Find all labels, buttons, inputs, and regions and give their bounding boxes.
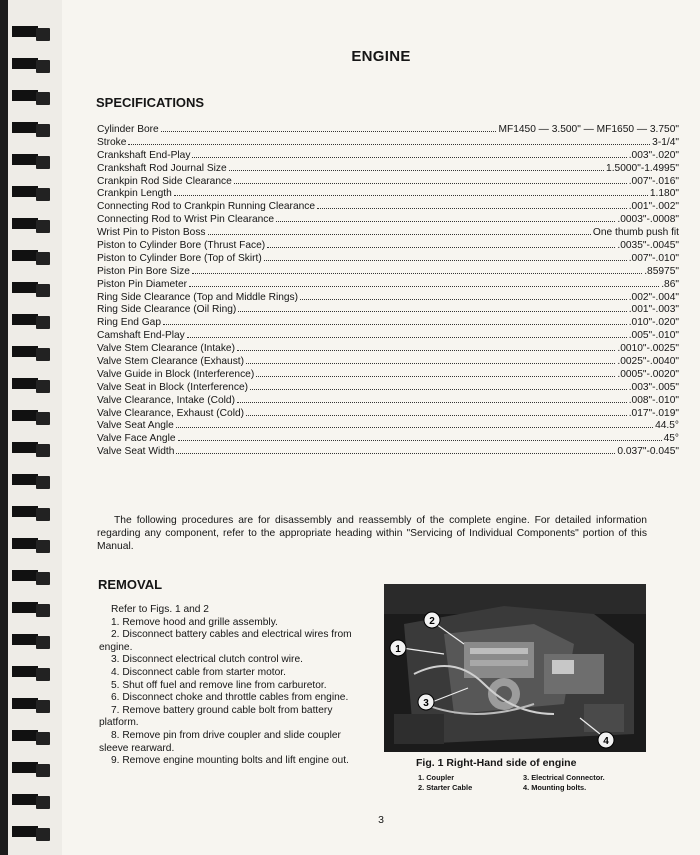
spec-value: 0.037"-0.045"	[617, 446, 679, 458]
dot-leader	[300, 291, 627, 300]
punch-hole	[12, 282, 38, 293]
punch-hole	[12, 122, 38, 133]
spec-label: Crankpin Length	[97, 188, 172, 200]
dot-leader	[237, 394, 627, 403]
dot-leader	[208, 226, 591, 235]
spec-value: One thumb push fit	[592, 227, 679, 239]
dot-leader	[192, 149, 626, 158]
removal-heading: REMOVAL	[98, 577, 163, 592]
spec-label: Valve Stem Clearance (Intake)	[97, 343, 235, 355]
spec-value: .0005"-.0020"	[617, 368, 679, 380]
spec-row	[97, 213, 679, 226]
spec-row	[97, 200, 679, 213]
punch-hole	[12, 58, 38, 69]
legend-item: 1. Coupler	[418, 773, 455, 782]
dot-leader	[178, 432, 662, 441]
spec-value: .003"-.020"	[628, 149, 679, 161]
spec-label: Valve Seat in Block (Interference)	[97, 381, 248, 393]
spec-value: .85975"	[644, 265, 679, 277]
callout-marker	[390, 640, 406, 656]
spec-label: Connecting Rod to Wrist Pin Clearance	[97, 214, 275, 226]
spec-value: 3-1/4"	[652, 136, 679, 148]
punch-hole	[12, 762, 38, 773]
spec-value: .0003"-.0008"	[617, 214, 679, 226]
dot-leader	[250, 381, 627, 390]
spec-value: .010"-.020"	[628, 317, 679, 329]
spec-row	[97, 381, 679, 394]
spec-label: Piston to Cylinder Bore (Thrust Face)	[97, 240, 266, 252]
removal-step: 3. Disconnect electrical clutch control wire.	[111, 654, 303, 666]
punch-hole	[12, 570, 38, 581]
binding-edge	[0, 0, 8, 855]
spec-label: Valve Seat Angle	[97, 420, 174, 432]
punch-hole	[12, 602, 38, 613]
spec-label: Ring Side Clearance (Top and Middle Rings)	[97, 291, 299, 303]
engine-photo	[384, 584, 646, 752]
callout-label: 3	[423, 698, 429, 709]
spec-row	[97, 355, 679, 368]
dot-leader	[267, 239, 615, 248]
spec-value: 45°	[663, 433, 679, 445]
spec-row	[97, 265, 679, 278]
legend-item: 4. Mounting bolts.	[523, 783, 587, 792]
spec-label: Crankshaft End-Play	[97, 149, 191, 161]
removal-step: 5. Shut off fuel and remove line from carburetor.	[111, 679, 327, 691]
spec-label: Valve Clearance, Exhaust (Cold)	[97, 407, 245, 419]
dot-leader	[187, 329, 627, 338]
punch-hole	[12, 538, 38, 549]
dot-leader	[234, 175, 627, 184]
punch-hole	[12, 506, 38, 517]
spec-row	[97, 291, 679, 304]
specifications-list	[97, 123, 679, 458]
engine-photo-illustration	[384, 584, 646, 752]
spec-value: .005"-.010"	[628, 330, 679, 342]
punch-hole	[12, 186, 38, 197]
spec-row	[97, 187, 679, 200]
specifications-heading: SPECIFICATIONS	[96, 95, 205, 110]
spec-value: .001"-.003"	[628, 304, 679, 316]
spec-label: Piston Pin Diameter	[97, 278, 188, 290]
punch-hole	[12, 666, 38, 677]
spec-value: 1.5000"-1.4995"	[606, 162, 679, 174]
spec-row	[97, 329, 679, 342]
punch-hole	[12, 410, 38, 421]
punch-hole	[12, 346, 38, 357]
dot-leader	[161, 123, 497, 132]
punch-hole	[12, 154, 38, 165]
figure-legend	[418, 773, 658, 793]
dot-leader	[163, 316, 627, 325]
callout-label: 2	[429, 616, 435, 627]
spec-row	[97, 226, 679, 239]
punch-hole	[12, 442, 38, 453]
punch-hole	[12, 730, 38, 741]
spec-label: Stroke	[97, 136, 127, 148]
dot-leader	[176, 419, 653, 428]
dot-leader	[237, 342, 615, 351]
spec-value: .0010"-.0025"	[617, 343, 679, 355]
spec-value: .017"-.019"	[628, 407, 679, 419]
spec-label: Valve Seat Width	[97, 446, 175, 458]
spec-value: .002"-.004"	[628, 291, 679, 303]
spec-label: Valve Guide in Block (Interference)	[97, 368, 255, 380]
spec-row	[97, 316, 679, 329]
spec-label: Piston to Cylinder Bore (Top of Skirt)	[97, 252, 262, 264]
punch-hole	[12, 698, 38, 709]
spec-row	[97, 407, 679, 420]
page-title: ENGINE	[351, 48, 411, 65]
spec-label: Ring End Gap	[97, 317, 161, 329]
spec-row	[97, 342, 679, 355]
spec-label: Crankshaft Rod Journal Size	[97, 162, 227, 174]
spec-label: Valve Stem Clearance (Exhaust)	[97, 356, 245, 368]
punch-hole	[12, 218, 38, 229]
removal-step: 8. Remove pin from drive coupler and slide coupler sleeve rearward.	[99, 729, 341, 754]
page-number: 3	[378, 814, 384, 826]
spec-row	[97, 239, 679, 252]
spec-value: 1.180"	[649, 188, 679, 200]
spec-value: .008"-.010"	[628, 394, 679, 406]
callout-label: 1	[395, 644, 401, 655]
removal-step: 1. Remove hood and grille assembly.	[111, 616, 278, 628]
spec-label: Connecting Rod to Crankpin Running Clearance	[97, 201, 316, 213]
dot-leader	[192, 265, 642, 274]
punch-hole	[12, 250, 38, 261]
spec-row	[97, 394, 679, 407]
removal-reference: Refer to Figs. 1 and 2	[111, 604, 209, 615]
spec-label: Cylinder Bore	[97, 124, 159, 135]
punch-hole	[12, 794, 38, 805]
punch-hole	[12, 826, 38, 837]
spec-value: .0035"-.0045"	[617, 240, 679, 252]
spec-value: MF1450 — 3.500" — MF1650 — 3.750"	[498, 124, 679, 135]
removal-step: 6. Disconnect choke and throttle cables from engine.	[111, 692, 349, 704]
dot-leader	[246, 355, 615, 364]
spec-row	[97, 123, 679, 136]
removal-step: 2. Disconnect battery cables and electrical wires from engine.	[99, 629, 352, 653]
removal-step: 4. Disconnect cable from starter motor.	[111, 666, 286, 678]
removal-step: 7. Remove battery ground cable bolt from battery platform.	[99, 704, 333, 729]
callout-marker	[598, 732, 614, 748]
spec-row	[97, 252, 679, 265]
spec-label: Camshaft End-Play	[97, 330, 185, 342]
manual-page	[62, 0, 700, 855]
dot-leader	[189, 278, 659, 287]
dot-leader	[174, 187, 648, 196]
spec-value: .001"-.002"	[628, 201, 679, 213]
punch-hole	[12, 474, 38, 485]
callout-marker	[424, 612, 440, 628]
spec-value: .007"-.016"	[628, 175, 679, 187]
spec-row	[97, 149, 679, 162]
dot-leader	[176, 445, 615, 454]
spec-label: Valve Clearance, Intake (Cold)	[97, 394, 235, 406]
spec-value: .86"	[661, 278, 679, 290]
dot-leader	[229, 162, 604, 171]
spec-row	[97, 175, 679, 188]
removal-step: 9. Remove engine mounting bolts and lift engine out.	[111, 755, 349, 767]
spec-row	[97, 278, 679, 291]
punch-hole	[12, 90, 38, 101]
spec-row	[97, 419, 679, 432]
spec-label: Wrist Pin to Piston Boss	[97, 227, 206, 239]
intro-paragraph: The following procedures are for disassembly and reassembly of the complete engine. For detailed information regarding any component, refer to the appropriate heading within "Servicing of Individual Components" portion of this Manual.	[97, 515, 647, 552]
spec-label: Crankpin Rod Side Clearance	[97, 175, 232, 187]
spec-value: .003"-.005"	[628, 381, 679, 393]
binding-strip	[0, 0, 62, 855]
punch-hole	[12, 378, 38, 389]
punch-hole	[12, 314, 38, 325]
dot-leader	[238, 303, 626, 312]
spec-label: Piston Pin Bore Size	[97, 265, 190, 277]
legend-item: 3. Electrical Connector.	[523, 773, 605, 782]
callout-marker	[418, 694, 434, 710]
figure-caption: Fig. 1 Right-Hand side of engine	[416, 757, 577, 769]
spec-row	[97, 303, 679, 316]
dot-leader	[128, 136, 650, 145]
spec-row	[97, 445, 679, 458]
spec-row	[97, 368, 679, 381]
punch-hole	[12, 634, 38, 645]
callout-label: 4	[603, 736, 609, 747]
spec-label: Valve Face Angle	[97, 433, 176, 445]
dot-leader	[246, 407, 627, 416]
removal-steps	[99, 604, 367, 768]
spec-value: .0025"-.0040"	[617, 356, 679, 368]
spec-value: 44.5°	[655, 420, 679, 432]
spec-label: Ring Side Clearance (Oil Ring)	[97, 304, 237, 316]
spec-row	[97, 136, 679, 149]
dot-leader	[256, 368, 615, 377]
dot-leader	[264, 252, 627, 261]
punch-hole	[12, 26, 38, 37]
spec-value: .007"-.010"	[628, 252, 679, 264]
legend-item: 2. Starter Cable	[418, 783, 473, 792]
spec-row	[97, 432, 679, 445]
spec-row	[97, 162, 679, 175]
dot-leader	[317, 200, 627, 209]
dot-leader	[276, 213, 615, 222]
